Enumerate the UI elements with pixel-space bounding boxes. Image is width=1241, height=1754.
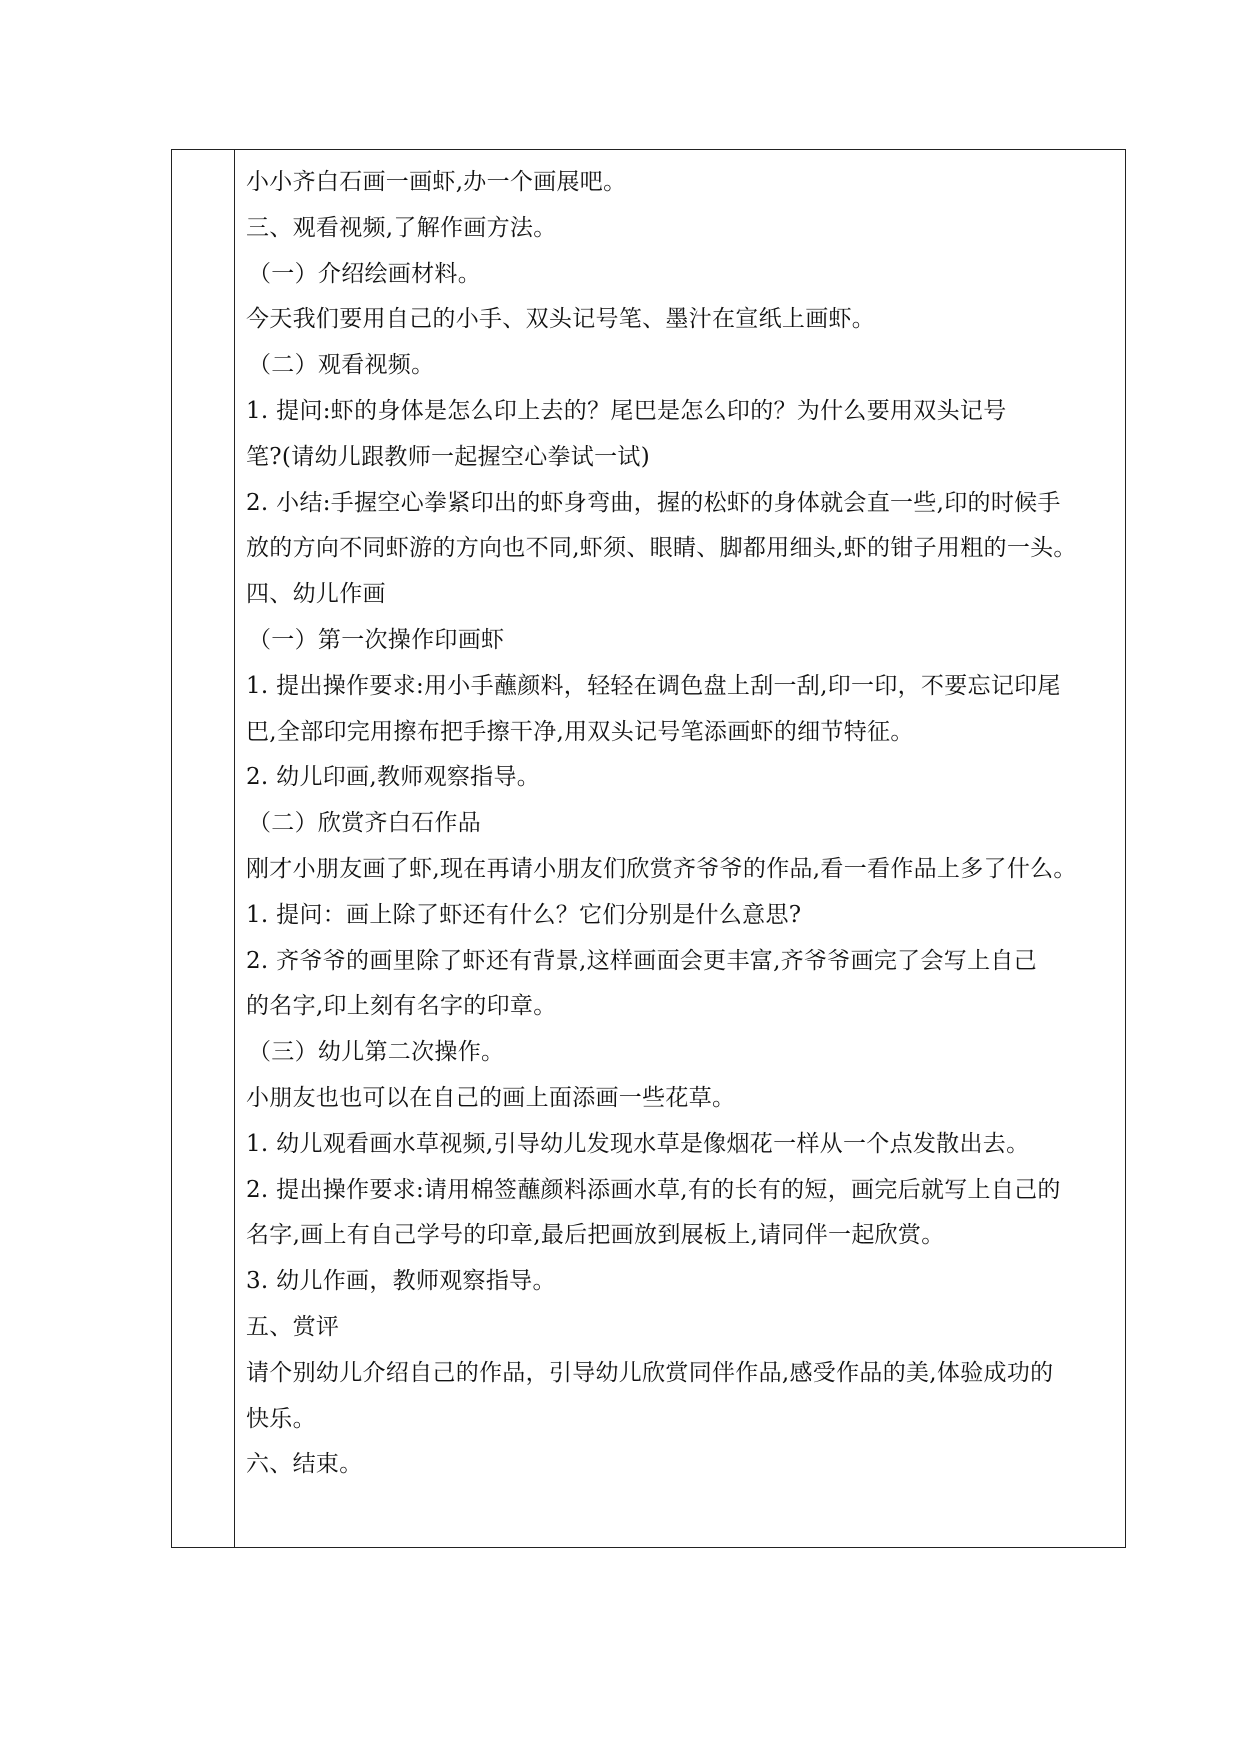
text-line: 刚才小朋友画了虾,现在再请小朋友们欣赏齐爷爷的作品,看一看作品上多了什么。 [246,855,1077,882]
text-line: 放的方向不同虾游的方向也不同,虾须、眼睛、脚都用细头,虾的钳子用粗的一头。 [246,535,1077,562]
content-column [235,150,1125,1547]
text-line: 2. 提出操作要求:请用棉签蘸颜料添画水草,有的长有的短，画完后就写上自己的 [246,1176,1061,1203]
label-column [172,150,235,1547]
subsection-heading: （二）观看视频。 [248,352,435,379]
section-heading: 五、赏评 [246,1313,340,1340]
section-heading: 六、结束。 [246,1451,363,1478]
text-line: 小朋友也也可以在自己的画上面添画一些花草。 [246,1084,736,1111]
text-line: 今天我们要用自己的小手、双头记号笔、墨汁在宣纸上画虾。 [246,306,876,333]
text-line: 2. 齐爷爷的画里除了虾还有背景,这样画面会更丰富,齐爷爷画完了会写上自己 [246,947,1037,974]
lesson-plan-table [171,149,1126,1548]
text-line: 1. 提问:虾的身体是怎么印上去的？尾巴是怎么印的？为什么要用双头记号 [246,397,1007,424]
text-line: 3. 幼儿作画，教师观察指导。 [246,1268,556,1295]
text-line: 2. 小结:手握空心拳紧印出的虾身弯曲，握的松虾的身体就会直一些,印的时候手 [246,489,1061,516]
subsection-heading: （三）幼儿第二次操作。 [248,1039,505,1066]
section-heading: 三、观看视频,了解作画方法。 [246,214,557,241]
text-line: 名字,画上有自己学号的印章,最后把画放到展板上,请同伴一起欣赏。 [246,1222,945,1249]
text-line: 请个别幼儿介绍自己的作品，引导幼儿欣赏同伴作品,感受作品的美,体验成功的 [246,1359,1054,1386]
text-line: 笔?(请幼儿跟教师一起握空心拳试一试) [246,443,650,470]
text-line: 2. 幼儿印画,教师观察指导。 [246,764,541,791]
text-line: 1. 提出操作要求:用小手蘸颜料，轻轻在调色盘上刮一刮,印一印，不要忘记印尾 [246,672,1061,699]
text-line: 巴,全部印完用擦布把手擦干净,用双头记号笔添画虾的细节特征。 [246,718,914,745]
subsection-heading: （一）第一次操作印画虾 [248,626,505,653]
section-heading: 四、幼儿作画 [246,581,386,608]
text-line: 小小齐白石画一画虾,办一个画展吧。 [246,169,627,195]
subsection-heading: （一）介绍绘画材料。 [248,260,481,287]
text-line: 的名字,印上刻有名字的印章。 [246,993,557,1020]
text-line: 快乐。 [246,1405,316,1432]
text-line: 1. 提问：画上除了虾还有什么？它们分别是什么意思? [246,901,802,928]
subsection-heading: （二）欣赏齐白石作品 [248,810,481,837]
text-line: 1. 幼儿观看画水草视频,引导幼儿发现水草是像烟花一样从一个点发散出去。 [246,1130,1030,1157]
